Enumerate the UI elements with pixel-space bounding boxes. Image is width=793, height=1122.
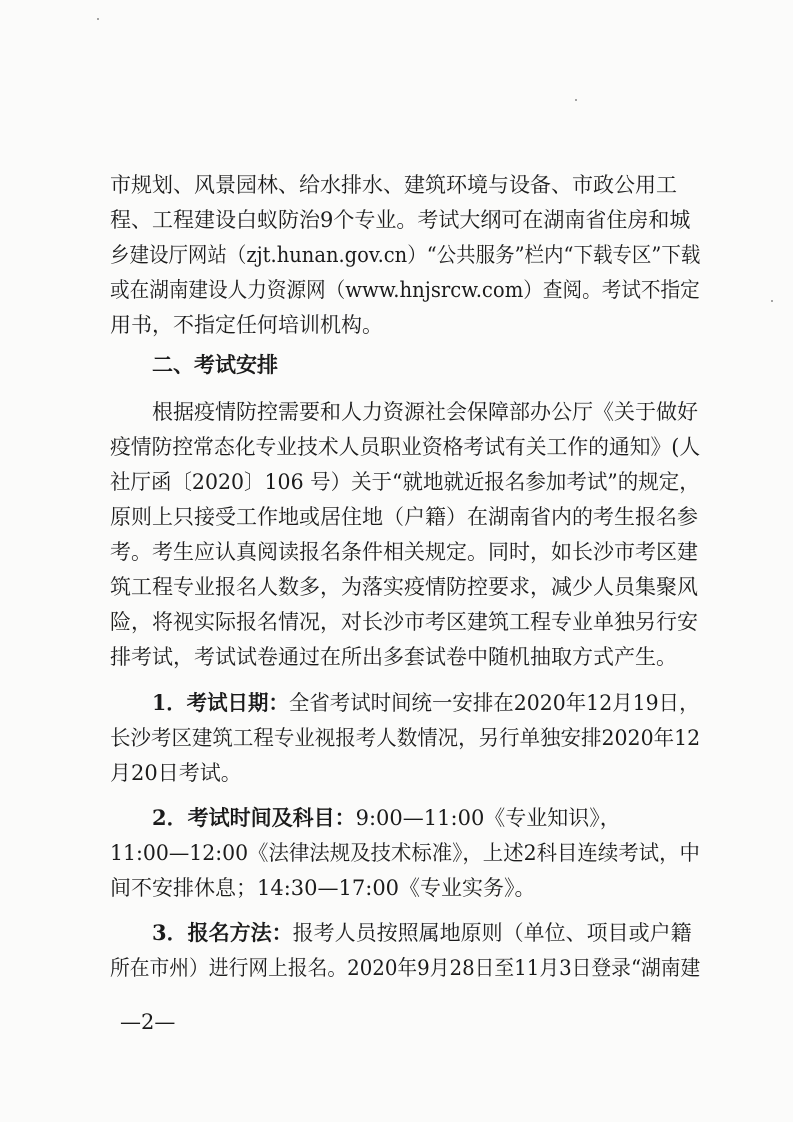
- item-2-label: 2．考试时间及科目：: [152, 805, 356, 830]
- body-line: 根据疫情防控需要和人力资源社会保障部办公厅《关于做好: [152, 400, 698, 424]
- item-2-text: 9:00—11:00《专业知识》，: [355, 806, 621, 830]
- scan-speck: [575, 99, 577, 101]
- body-line: 间不安排休息；14:30—17:00《专业实务》。: [110, 876, 536, 900]
- item-1-text: 全省考试时间统一安排在2020年12月19日，: [288, 691, 700, 715]
- item-3-label: 3．报名方法：: [152, 920, 293, 945]
- scan-speck: [771, 300, 773, 302]
- page-number: —2—: [120, 1010, 176, 1034]
- item-1-label: 1．考试日期：: [152, 690, 289, 715]
- body-line: 社厅函〔2020〕106 号）关于“就地就近报名参加考试”的规定，: [110, 470, 700, 494]
- body-line: 原则上只接受工作地或居住地（户籍）在湖南省内的考生报名参: [110, 505, 698, 529]
- item-2-line: [152, 803, 700, 833]
- body-line: 11:00—12:00《法律法规及技术标准》，上述2科目连续考试，中: [110, 841, 700, 865]
- body-line: 筑工程专业报名人数多，为落实疫情防控要求，减少人员集聚风: [110, 575, 698, 599]
- body-line: 所在市州）进行网上报名。2020年9月28日至11月3日登录“湖南建: [110, 956, 701, 980]
- scan-speck: [97, 18, 99, 20]
- body-line: 疫情防控常态化专业技术人员职业资格考试有关工作的通知》(人: [110, 435, 701, 459]
- body-line: 月20日考试。: [110, 761, 242, 785]
- body-line: 考。考生应认真阅读报名条件相关规定。同时，如长沙市考区建: [110, 540, 698, 564]
- body-line: 乡建设厅网站（zjt.hunan.gov.cn）“公共服务”栏内“下载专区”下载: [110, 243, 701, 267]
- section-heading: 二、考试安排: [152, 352, 278, 377]
- item-3-line: [152, 918, 700, 948]
- body-line: 险，将视实际报名情况，对长沙市考区建筑工程专业单独另行安: [110, 610, 698, 634]
- body-line: 或在湖南建设人力资源网（www.hnjsrcw.com）查阅。考试不指定: [110, 278, 700, 302]
- body-line: 市规划、风景园林、给水排水、建筑环境与设备、市政公用工: [110, 173, 677, 197]
- body-line: 用书，不指定任何培训机构。: [110, 313, 383, 337]
- body-line: 排考试，考试试卷通过在所出多套试卷中随机抽取方式产生。: [110, 645, 677, 669]
- item-3-text: 报考人员按照属地原则（单位、项目或户籍: [292, 921, 692, 945]
- body-line: 长沙考区建筑工程专业视报考人数情况，另行单独安排2020年12: [110, 726, 701, 750]
- body-line: 程、工程建设白蚁防治9个专业。考试大纲可在湖南省住房和城: [110, 208, 691, 232]
- item-1-line: [152, 688, 700, 718]
